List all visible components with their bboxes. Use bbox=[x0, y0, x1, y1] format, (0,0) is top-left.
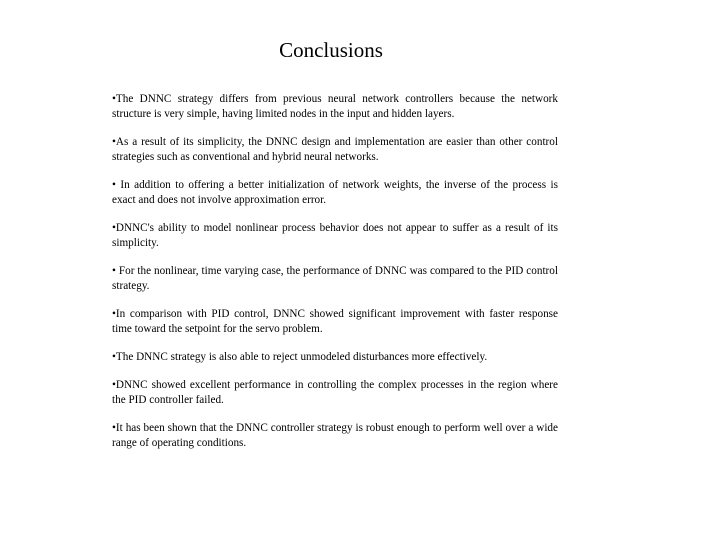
bullet-item: •It has been shown that the DNNC controller strategy is robust enough to perform well over a wide range of operating conditions. bbox=[112, 422, 558, 449]
bullet-list bbox=[112, 92, 558, 464]
bullet-item: •In comparison with PID control, DNNC showed significant improvement with faster response time toward the setpoint for the servo problem. bbox=[112, 308, 558, 335]
bullet-item: • In addition to offering a better initialization of network weights, the inverse of the process is exact and does not involve approximation error. bbox=[112, 179, 558, 206]
bullet-item: •DNNC's ability to model nonlinear process behavior does not appear to suffer as a result of its simplicity. bbox=[112, 222, 558, 249]
bullet-item: •DNNC showed excellent performance in controlling the complex processes in the region where the PID controller failed. bbox=[112, 379, 558, 406]
bullet-item: •The DNNC strategy is also able to reject unmodeled disturbances more effectively. bbox=[112, 351, 488, 363]
bullet-item: • For the nonlinear, time varying case, the performance of DNNC was compared to the PID control strategy. bbox=[112, 265, 558, 292]
bullet-item: •The DNNC strategy differs from previous neural network controllers because the network structure is very simple, having limited nodes in the input and hidden layers. bbox=[112, 93, 558, 120]
slide-title: Conclusions bbox=[279, 38, 383, 62]
bullet-item: •As a result of its simplicity, the DNNC design and implementation are easier than other control strategies such as conventional and hybrid neural networks. bbox=[112, 136, 558, 163]
